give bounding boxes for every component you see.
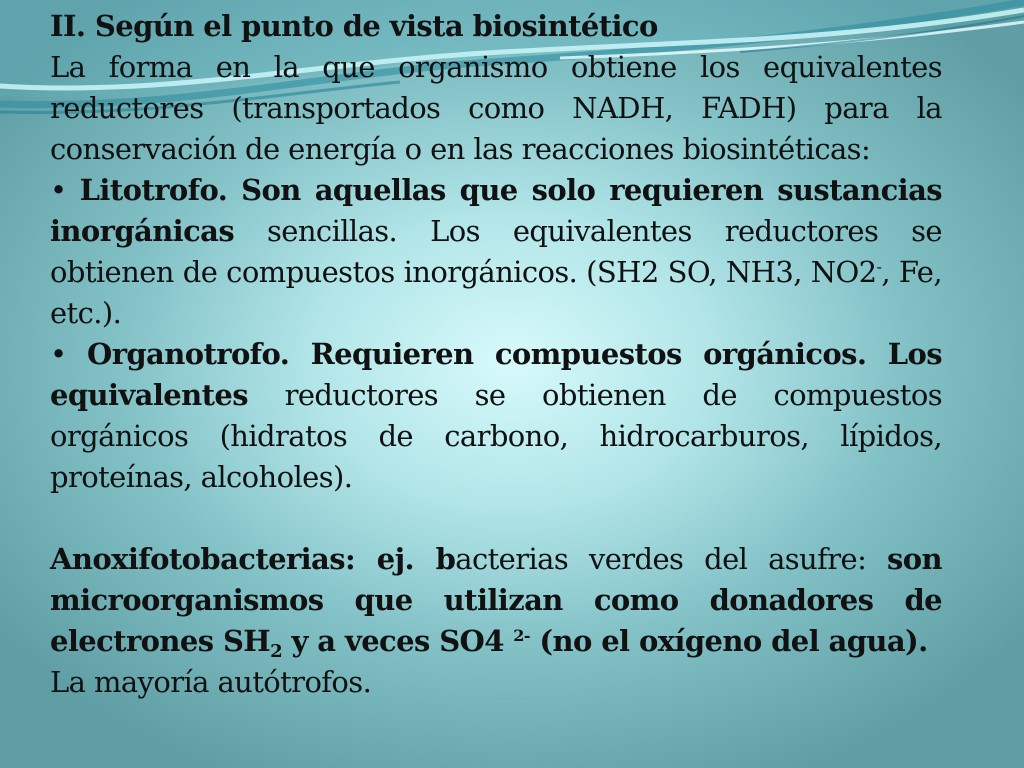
- litotrofo-text: sencillas. Los equivalentes reductores se obtienen de compuestos inorgánicos. (SH2 SO, NH3, NO2: [50, 214, 942, 289]
- bullet-marker: •: [50, 337, 67, 371]
- organotrofo-bold: Organotrofo. Requieren compuestos orgánicos. Los equivalentes: [50, 337, 942, 412]
- anoxi-sup: 2-: [513, 626, 530, 645]
- litotrofo-sup: -: [876, 257, 882, 276]
- anoxifotobacterias-paragraph: [50, 539, 942, 662]
- litotrofo-text-end: , Fe, etc.).: [50, 255, 942, 330]
- anoxi-text: acterias verdes del asufre:: [455, 542, 888, 576]
- slide-heading: II. Según el punto de vista biosintético: [50, 9, 658, 43]
- litotrofo-bold: Litotrofo. Son aquellas que solo requieren sustancias inorgánicas: [50, 173, 942, 248]
- anoxi-bold-2: son microorganismos que utilizan como donadores de electrones SH: [50, 542, 942, 658]
- anoxi-sub: 2: [270, 641, 283, 662]
- bullet-marker: •: [50, 173, 67, 207]
- slide-content: [50, 6, 942, 703]
- anoxi-bold-3: y a veces SO4: [282, 624, 514, 658]
- organotrofo-text: reductores se obtienen de compuestos orgánicos (hidratos de carbono, hidrocarburos, lípidos, proteínas, alcoholes).: [50, 378, 942, 494]
- anoxi-bold-1: Anoxifotobacterias: ej. b: [50, 542, 456, 576]
- intro-paragraph: La forma en la que organismo obtiene los equivalentes reductores (transportados como NADH, FADH) para la conservación de energía o en las reacciones biosintéticas:: [50, 50, 942, 166]
- bullet-organotrofo: [50, 334, 942, 498]
- anoxi-bold-4: (no el oxígeno del agua).: [529, 624, 928, 658]
- spacer: [50, 498, 942, 539]
- bullet-litotrofo: [50, 170, 942, 334]
- closing-line: La mayoría autótrofos.: [50, 665, 372, 699]
